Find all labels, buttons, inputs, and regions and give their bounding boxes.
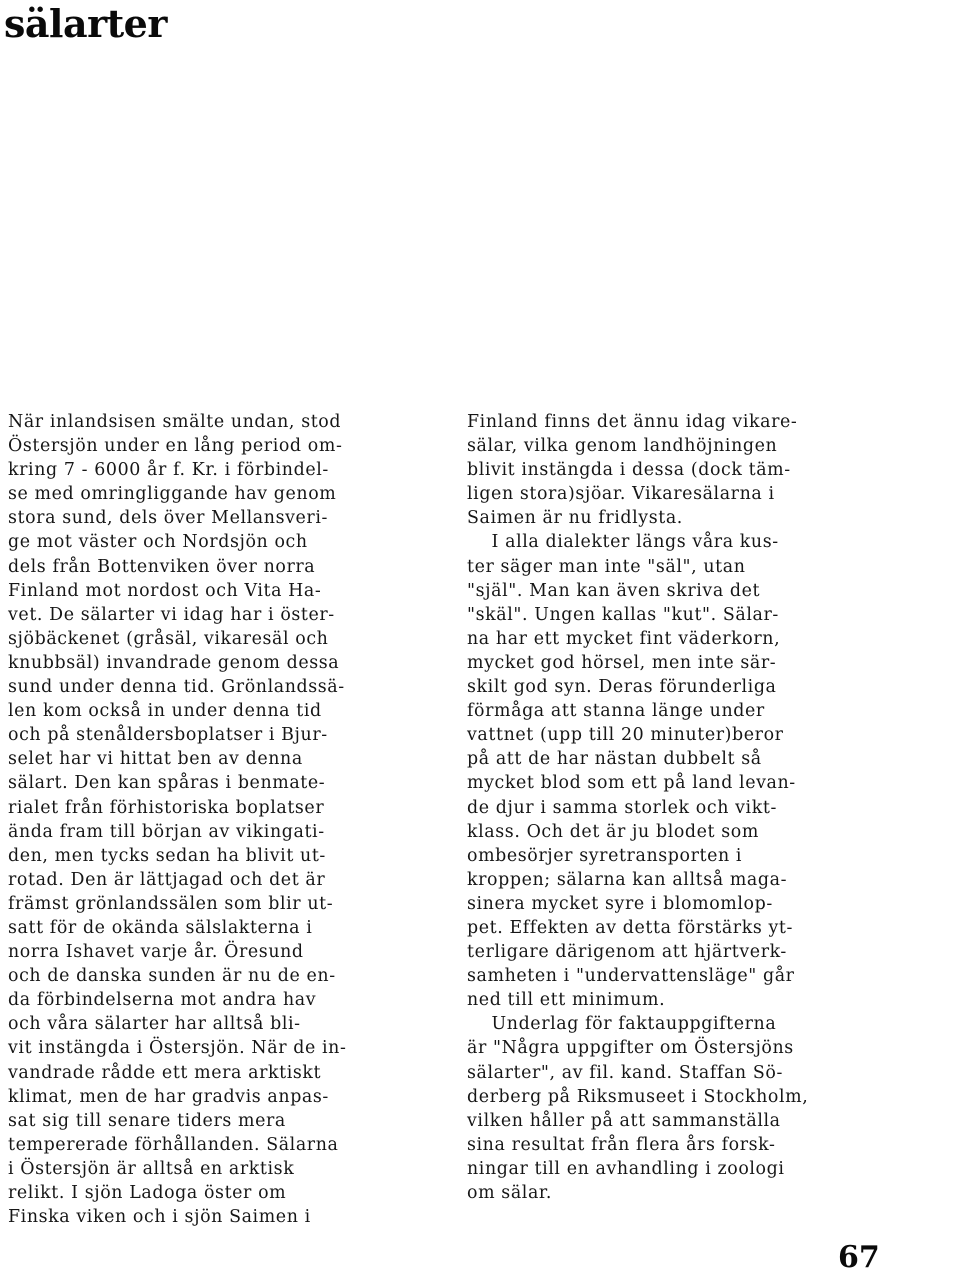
text-line: tempererade förhållanden. Sälarna bbox=[8, 1134, 339, 1155]
text-line: vandrade rådde ett mera arktiskt bbox=[8, 1062, 322, 1083]
text-line: sälarter", av fil. kand. Staffan Sö- bbox=[467, 1062, 783, 1083]
text-line: I alla dialekter längs våra kus- bbox=[467, 532, 779, 553]
text-line: mycket god hörsel, men inte sär- bbox=[467, 652, 777, 673]
text-line: klimat, men de har gradvis anpas- bbox=[8, 1086, 329, 1107]
text-line: kring 7 - 6000 år f. Kr. i förbindel- bbox=[8, 460, 329, 481]
text-line: Saimen är nu fridlysta. bbox=[467, 508, 683, 529]
text-line: och de danska sunden är nu de en- bbox=[8, 966, 336, 987]
page-number: 67 bbox=[838, 1240, 880, 1275]
text-line: Östersjön under en lång period om- bbox=[8, 436, 343, 457]
text-line: sjöbäckenet (gråsäl, vikaresäl och bbox=[8, 628, 329, 649]
text-line: på att de har nästan dubbelt så bbox=[467, 749, 762, 770]
text-line: ter säger man inte "säl", utan bbox=[467, 556, 746, 577]
text-line: ända fram till början av vikingati- bbox=[8, 821, 325, 842]
text-line: sina resultat från flera års forsk- bbox=[467, 1134, 776, 1155]
text-line: vit instängda i Östersjön. När de in- bbox=[8, 1038, 347, 1059]
text-line: ned till ett minimum. bbox=[467, 990, 666, 1011]
text-line: norra Ishavet varje år. Öresund bbox=[8, 942, 304, 963]
text-line: sat sig till senare tiders mera bbox=[8, 1110, 286, 1131]
text-line: len kom också in under denna tid bbox=[8, 701, 322, 722]
text-line: ligen stora)sjöar. Vikaresälarna i bbox=[467, 484, 775, 505]
text-line: ge mot väster och Nordsjön och bbox=[8, 532, 308, 553]
text-line: klass. Och det är ju blodet som bbox=[467, 821, 759, 842]
text-line: är "Några uppgifter om Östersjöns bbox=[467, 1038, 794, 1059]
text-line: derberg på Riksmuseet i Stockholm, bbox=[467, 1086, 809, 1107]
text-line: främst grönlandssälen som blir ut- bbox=[8, 893, 334, 914]
text-line: samheten i "undervattensläge" går bbox=[467, 966, 795, 987]
text-line: den, men tycks sedan ha blivit ut- bbox=[8, 845, 326, 866]
text-line: knubbsäl) invandrade genom dessa bbox=[8, 652, 340, 673]
text-line: i Östersjön är alltså en arktisk bbox=[8, 1158, 295, 1179]
text-line: rotad. Den är lättjagad och det är bbox=[8, 869, 326, 890]
text-line: Underlag för faktauppgifterna bbox=[467, 1014, 777, 1035]
text-line: sund under denna tid. Grönlandssä- bbox=[8, 677, 345, 698]
text-line: Finland mot nordost och Vita Ha- bbox=[8, 580, 322, 601]
text-line: pet. Effekten av detta förstärks yt- bbox=[467, 917, 793, 938]
text-line: ombesörjer syretransporten i bbox=[467, 845, 743, 866]
text-line: och på stenåldersboplatser i Bjur- bbox=[8, 725, 328, 746]
text-line: När inlandsisen smälte undan, stod bbox=[8, 412, 342, 432]
text-line: de djur i samma storlek och vikt- bbox=[467, 797, 777, 818]
text-line: kroppen; sälarna kan alltså maga- bbox=[467, 869, 788, 890]
text-line: sälar, vilka genom landhöjningen bbox=[467, 436, 778, 457]
text-line: da förbindelserna mot andra hav bbox=[8, 990, 317, 1011]
text-line: om sälar. bbox=[467, 1183, 553, 1203]
right-text-column bbox=[467, 410, 907, 1205]
text-line: och våra sälarter har alltså bli- bbox=[8, 1014, 301, 1035]
text-line: satt för de okända sälslakterna i bbox=[8, 917, 313, 938]
text-line: sälart. Den kan spåras i benmate- bbox=[8, 773, 326, 794]
page-title: sälarter bbox=[4, 1, 167, 46]
text-line: "själ". Man kan även skriva det bbox=[467, 580, 761, 601]
text-line: rialet från förhistoriska boplatser bbox=[8, 797, 325, 818]
text-line: na har ett mycket fint väderkorn, bbox=[467, 628, 781, 649]
text-line: blivit instängda i dessa (dock täm- bbox=[467, 460, 791, 481]
text-line: terligare därigenom att hjärtverk- bbox=[467, 942, 787, 963]
text-line: mycket blod som ett på land levan- bbox=[467, 773, 796, 794]
text-line: Finska viken och i sjön Saimen i bbox=[8, 1207, 311, 1228]
text-line: Finland finns det ännu idag vikare- bbox=[467, 412, 798, 432]
text-line: vattnet (upp till 20 minuter)beror bbox=[467, 725, 784, 746]
text-line: "skäl". Ungen kallas "kut". Sälar- bbox=[467, 604, 779, 625]
text-line: ningar till en avhandling i zoologi bbox=[467, 1158, 785, 1179]
text-line: se med omringliggande hav genom bbox=[8, 484, 337, 505]
text-line: stora sund, dels över Mellansveri- bbox=[8, 508, 328, 529]
text-line: selet har vi hittat ben av denna bbox=[8, 749, 303, 770]
text-line: vilken håller på att sammanställa bbox=[467, 1110, 781, 1131]
text-line: dels från Bottenviken över norra bbox=[8, 556, 316, 577]
text-line: sinera mycket syre i blomomlop- bbox=[467, 893, 773, 914]
left-text-column bbox=[8, 410, 448, 1229]
text-line: vet. De sälarter vi idag har i öster- bbox=[8, 604, 335, 625]
text-line: relikt. I sjön Ladoga öster om bbox=[8, 1183, 287, 1203]
text-line: förmåga att stanna länge under bbox=[467, 701, 765, 722]
text-line: skilt god syn. Deras förunderliga bbox=[467, 677, 777, 698]
